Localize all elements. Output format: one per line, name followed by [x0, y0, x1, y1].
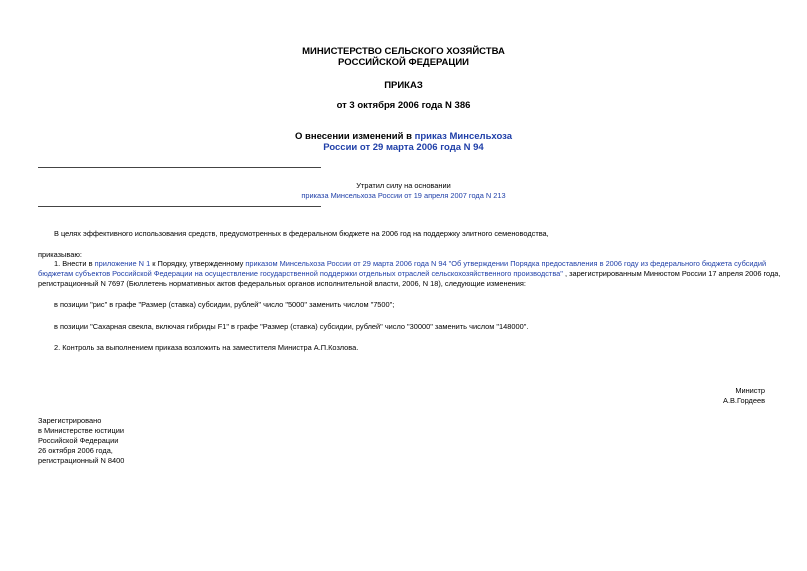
- item1-line3: регистрационный N 7697 (Бюллетень нормативных актов федеральных органов исполнительной власти, 2006, N 18), следующие изменения:: [38, 279, 526, 288]
- status-line: Утратил силу на основании: [356, 181, 451, 190]
- order94-link-part1[interactable]: приказом Минсельхоза России от 29 марта 2006 года N 94 "Об утверждении Порядка предоставления в 2006 году из федерального бюджета субсидий: [245, 259, 767, 268]
- change-rice: в позиции "рис" в графе "Размер (ставка) субсидии, рублей" число "5000" заменить числом "7500";: [54, 300, 395, 309]
- ministry-line1: МИНИСТЕРСТВО СЕЛЬСКОГО ХОЗЯЙСТВА: [302, 46, 505, 57]
- item1-line2: [38, 269, 780, 279]
- doc-date: от 3 октября 2006 года N 386: [336, 100, 471, 111]
- change-sugar-beet: в позиции "Сахарная свекла, включая гибриды F1" в графе "Размер (ставка) субсидии, рублей" число "30000" заменить числом "148000".: [54, 322, 529, 331]
- item1-prefix: 1. Внести в: [54, 259, 95, 268]
- status-link-line: [0, 191, 807, 201]
- signature-name: А.В.Гордеев: [723, 396, 765, 405]
- doc-title-line2: [0, 142, 807, 153]
- title-link-part2[interactable]: России от 29 марта 2006 года N 94: [323, 142, 484, 153]
- appendix-link[interactable]: приложение N 1: [94, 259, 151, 268]
- separator-top: [38, 167, 321, 168]
- doc-title-line1: [0, 131, 807, 142]
- order94-link-part2[interactable]: бюджетам субъектов Российской Федерации на осуществление государственной поддержки отдельных отраслей сельскохозяйственного производства": [38, 269, 563, 278]
- status-link[interactable]: приказа Минсельхоза России от 19 апреля 2007 года N 213: [301, 191, 506, 200]
- signature-position: Министр: [735, 386, 765, 395]
- order-word: приказываю:: [38, 250, 82, 259]
- title-prefix: О внесении изменений в: [294, 131, 415, 142]
- registration-line5: регистрационный N 8400: [38, 456, 125, 465]
- registration-line1: Зарегистрировано: [38, 416, 102, 425]
- title-link-part1[interactable]: приказ Минсельхоза: [414, 131, 513, 142]
- separator-bottom: [38, 206, 321, 207]
- item1-part2: к Порядку, утвержденному: [150, 259, 246, 268]
- doc-type: ПРИКАЗ: [384, 80, 423, 91]
- ministry-line2: РОССИЙСКОЙ ФЕДЕРАЦИИ: [337, 57, 469, 68]
- item1-line1: [54, 259, 766, 269]
- registration-line2: в Министерстве юстиции: [38, 426, 125, 435]
- item1-suffix: , зарегистрированным Минюстом России 17 апреля 2006 года,: [562, 269, 781, 278]
- registration-line4: 26 октября 2006 года,: [38, 446, 113, 455]
- registration-line3: Российской Федерации: [38, 436, 119, 445]
- intro-paragraph: В целях эффективного использования средств, предусмотренных в федеральном бюджете на 2006 год на поддержку элитного семеноводства,: [54, 229, 549, 238]
- item2-paragraph: 2. Контроль за выполнением приказа возложить на заместителя Министра А.П.Козлова.: [54, 343, 359, 352]
